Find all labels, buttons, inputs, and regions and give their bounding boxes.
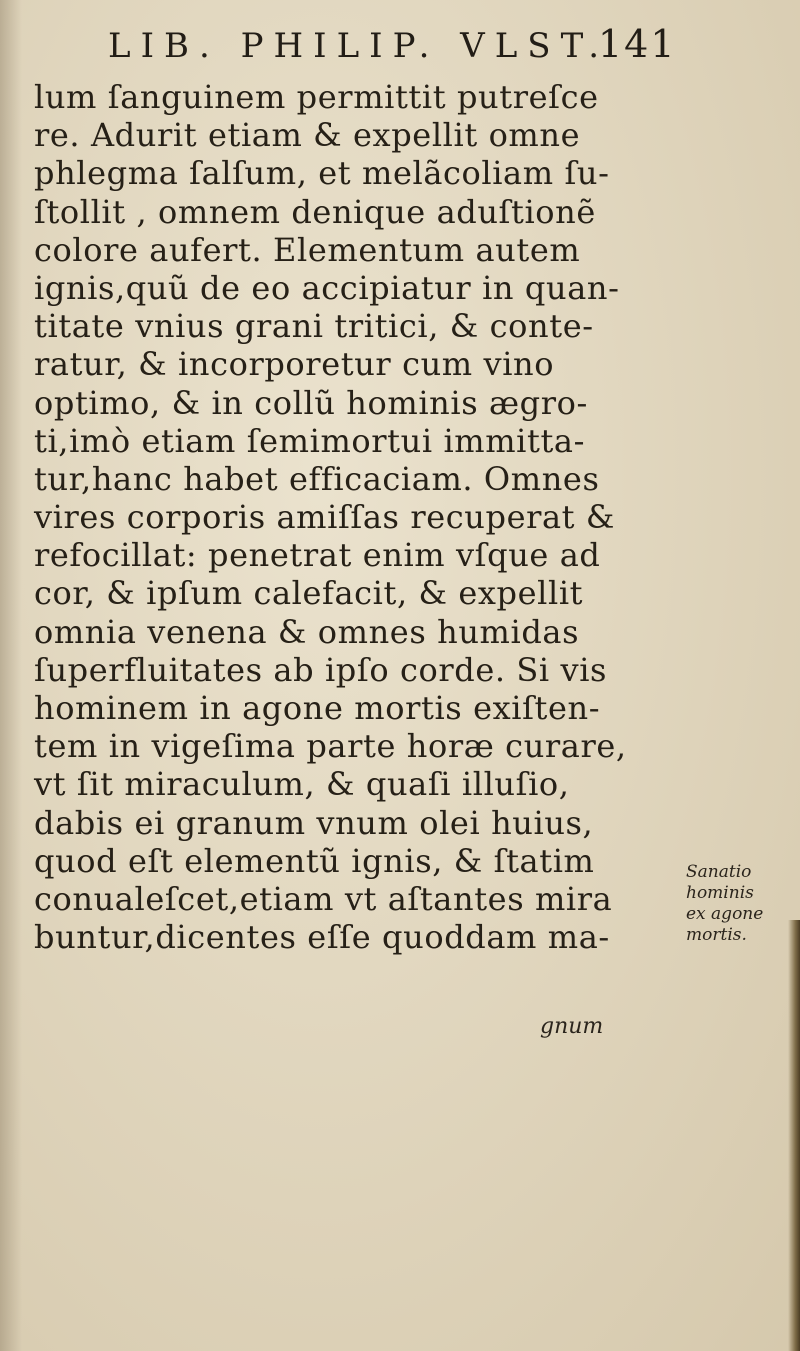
text-line: refocillat: penetrat enim vſque ad	[34, 536, 601, 575]
text-line: lum ſanguinem permittit putreſce	[34, 78, 599, 116]
marginal-note-line: Sanatio	[686, 862, 752, 882]
text-line: conualeſcet,etiam vt aſtantes mira	[34, 879, 613, 918]
marginal-note-line: hominis	[686, 883, 754, 903]
text-line: cor, & ipſum calefacit, & expellit	[34, 574, 584, 613]
text-line: ratur, & incorporetur cum vino	[34, 345, 555, 384]
text-line: omnia venena & omnes humidas	[34, 612, 580, 651]
text-line: dabis ei granum vnum olei huius,	[34, 803, 594, 842]
text-line: optimo, & in collũ hominis ægro-	[34, 383, 588, 422]
text-line: vt ſit miraculum, & quaſi illuſio,	[34, 765, 570, 804]
catchword: gnum	[540, 1014, 604, 1039]
text-line: tem in vigeſima parte horæ curare,	[34, 727, 627, 766]
running-title: LIB. PHILIP. VLST.	[108, 26, 610, 66]
text-line: buntur,dicentes eſſe quoddam ma-	[34, 918, 610, 957]
text-line: ſuperfluitates ab ipſo corde. Si vis	[34, 650, 608, 689]
marginal-note-line: mortis.	[686, 925, 747, 945]
text-line: hominem in agone mortis exiſten-	[34, 689, 601, 727]
marginal-note-line: ex agone	[686, 904, 764, 924]
page-edge	[788, 920, 800, 1351]
text-line: colore aufert. Elementum autem	[34, 230, 581, 269]
text-line: tur,hanc habet efficaciam. Omnes	[34, 459, 600, 498]
text-line: ti,imò etiam ſemimortui immitta-	[34, 421, 586, 460]
text-line: ſtollit , omnem denique aduſtionẽ	[34, 192, 596, 231]
text-line: ignis,quũ de eo accipiatur in quan-	[34, 268, 620, 307]
body-text	[34, 78, 674, 956]
running-header	[108, 18, 677, 70]
marginal-note	[686, 862, 796, 946]
gutter-shadow	[0, 0, 22, 1351]
text-line: titate vnius grani tritici, & conte-	[34, 307, 594, 346]
text-line: phlegma ſalſum, et melãcoliam ſu-	[34, 154, 610, 193]
text-line: quod eſt elementũ ignis, & ſtatim	[34, 841, 595, 880]
text-line: re. Adurit etiam & expellit omne	[34, 116, 581, 155]
text-line: vires corporis amiſſas recuperat &	[34, 498, 615, 537]
folio-number: 141	[598, 22, 677, 66]
